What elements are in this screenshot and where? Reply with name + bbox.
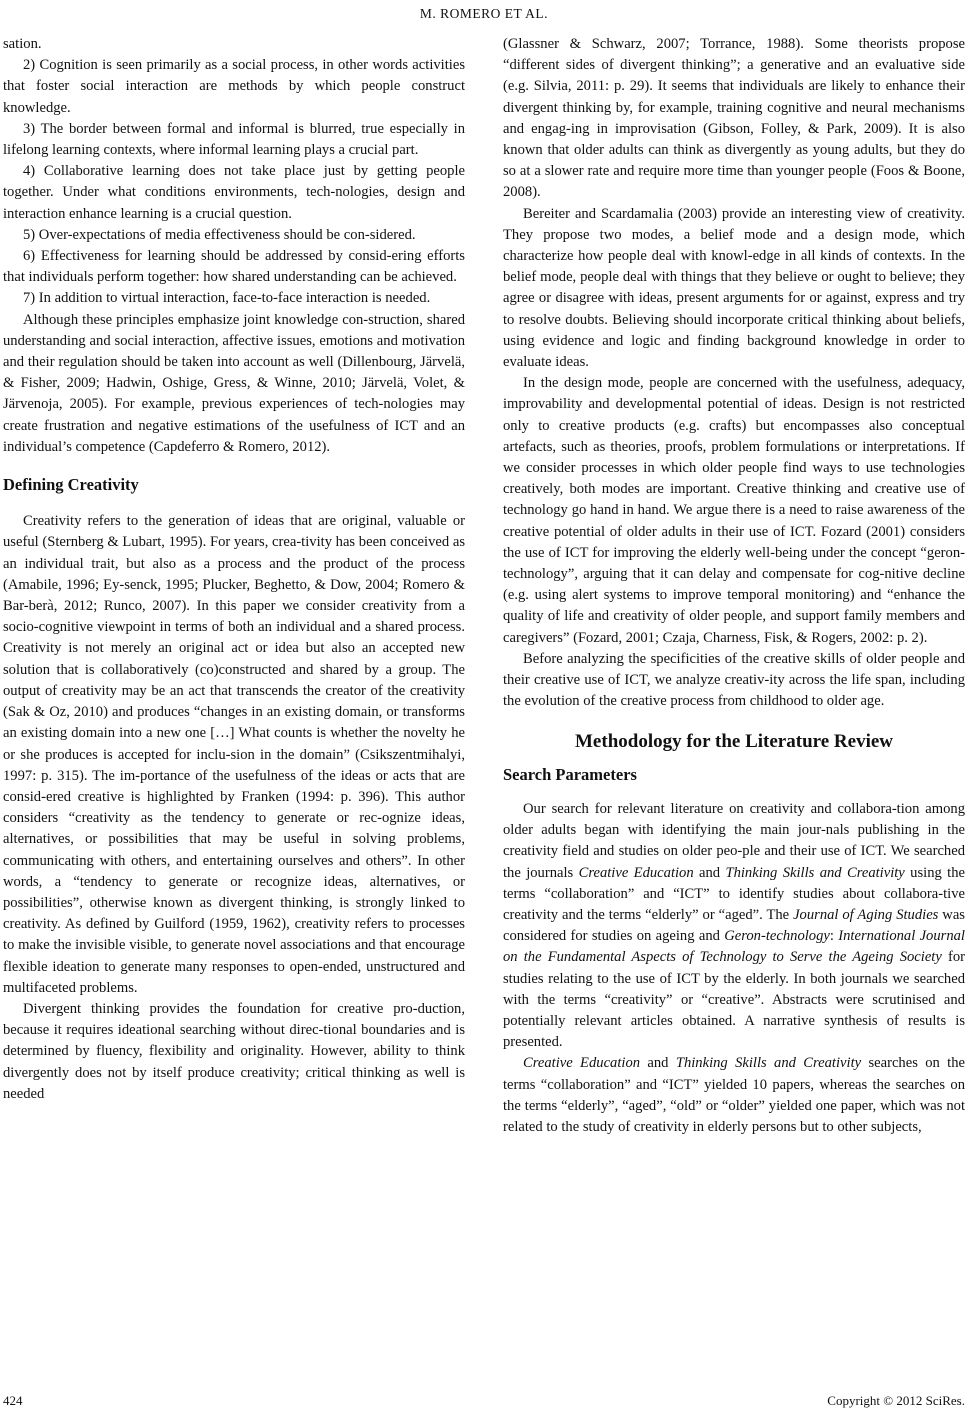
- paragraph: Creativity refers to the generation of ideas that are original, valuable or useful (Sternberg & Lubart, 1995). For years, crea-tivity has been conceived as an individual trait, but also as a process and the product of the process (Amabile, 1996; Ey-senck, 1995; Plucker, Beghetto, & Dow, 2004; Romero & Bar-berà, 2012; Runco, 2007). In this paper we consider creativity from a socio-cognitive viewpoint in terms of both an individual and a shared process. Creativity is not merely an original act or idea but also an accepted new solution that is collaboratively (co)constructed and shared by a group. The output of creativity may be an act that transcends the creator of the creativity (Sak & Oz, 2010) and produces “changes in an existing domain, or transforms an existing domain into a new one […] What counts is whether the novelty he or she produces is accepted for inclu-sion in the domain” (Csikszentmihalyi, 1997: p. 315). The im-portance of the usefulness of the ideas or acts that are consid-ered creative is highlighted by Franken (1994: p. 396). This author considers “creativity as the tendency to generate or rec-ognize ideas, alternatives, or possibilities that may be useful in solving problems, communicating with others, and entertaining ourselves and others”. In other words, a “tendency to generate or recognize ideas, alternatives, or possibilities”, otherwise known as divergent thinking, is strongly linked to creativity. As defined by Guilford (1959, 1962), creativity refers to processes to make the invisible visible, to generate novel associations and that encourage flexible ideation to generate many responses to open-ended, unstructured and multifaceted problems.: [3, 513, 465, 996]
- copyright-notice: Copyright © 2012 SciRes.: [827, 1393, 965, 1408]
- paragraph: [503, 1053, 965, 1138]
- paragraph: Although these principles emphasize joint knowledge con-struction, shared understanding and social interaction, affective issues, emotions and motivation and their regulation should be taken into account as well (Dillenbourg, Järvelä, & Fisher, 2009; Hadwin, Oshige, Gress, & Winne, 2010; Järvelä, Volet, & Järvenoja, 2005). For example, previous experiences of tech-nologies may create frustration and negative estimations of the usefulness of ICT and an individual’s competence (Capdeferro & Romero, 2012).: [3, 311, 465, 455]
- text-run: for studies relating to the use of ICT by the elderly. In both journals we searched with the terms “creativity” or “creative”. Abstracts were scrutinised and potentially relevant articles obtained. A narrative synthesis of results is presented.: [503, 949, 965, 1051]
- page-number: 424: [3, 1393, 23, 1408]
- paragraph: 6) Effectiveness for learning should be addressed by consid-ering efforts that individuals perform together: how shared understanding can be achieved.: [3, 248, 465, 286]
- paragraph: 5) Over-expectations of media effectiveness should be con-sidered.: [23, 226, 416, 243]
- text-run: and: [640, 1055, 676, 1072]
- journal-name: Thinking Skills and Creativity: [725, 864, 905, 881]
- paragraph: 2) Cognition is seen primarily as a social process, in other words activities that foster social interaction are methods by which people construct knowledge.: [3, 57, 465, 116]
- journal-name: Geron-technology: [724, 928, 830, 945]
- paragraph: 4) Collaborative learning does not take place just by getting people together. Under what conditions environments, tech-nologies, design and interaction enhance learning is a crucial question.: [3, 163, 465, 222]
- paragraph: (Glassner & Schwarz, 2007; Torrance, 1988). Some theorists propose “different sides of divergent thinking”; a generative and an evaluative side (e.g. Silvia, 2011: p. 29). It seems that individuals are likely to enhance their divergent thinking by, for example, training cognitive and neural mechanisms and engag-ing in improvisation (Gibson, Folley, & Park, 2009). It is also known that older adults can think as divergently as young adults, but they do so at a slower rate and require more time than younger people (Foos & Boone, 2008).: [503, 36, 965, 201]
- journal-name: Creative Education: [523, 1055, 641, 1072]
- left-column: [3, 34, 465, 1105]
- right-column: [503, 34, 965, 1138]
- paragraph: Before analyzing the specificities of the creative skills of older people and their creative use of ICT, we analyze creativ-ity across the life span, including the evolution of the creative process from childhood to older age.: [503, 650, 965, 710]
- journal-name: Creative Education: [578, 864, 694, 881]
- paragraph: 7) In addition to virtual interaction, face-to-face interaction is needed.: [23, 290, 431, 307]
- text-run: :: [829, 928, 839, 945]
- paragraph: sation.: [3, 36, 42, 52]
- text-run: Our search for relevant literature on creativity and collabora-tion among older adults began with identifying the main jour-nals publishing in the creativity field and studies on older peo-ple and their use of ICT. We searched the journals: [503, 800, 965, 881]
- journal-name: International Journal on the Fundamental Aspects of Technology to Serve the Ageing Society: [503, 928, 965, 966]
- section-heading: Methodology for the Literature Review: [575, 730, 893, 752]
- section-heading: Defining Creativity: [3, 475, 139, 495]
- text-run: using the terms “collaboration” and “ICT” to identify studies about collabora-tive creativity and the terms “elderly” or “aged”. The: [503, 864, 965, 923]
- paragraph: Bereiter and Scardamalia (2003) provide an interesting view of creativity. They propose two modes, a belief mode and a design mode, which characterize how people deal with knowl-edge in all kinds of contexts. In the belief mode, people deal with things that they believe or ought to believe; they agree or disagree with ideas, present arguments for or against, express and try to resolve doubts. Believing should incorporate critical thinking about beliefs, using evidence and logic and finding background knowledge in order to evaluate ideas.: [503, 205, 965, 371]
- text-run: was considered for studies on ageing and: [503, 906, 965, 945]
- journal-name: Thinking Skills and Creativity: [675, 1055, 862, 1072]
- subsection-heading: Search Parameters: [503, 764, 637, 784]
- paragraph: [503, 799, 965, 1053]
- paragraph: 3) The border between formal and informal is blurred, true especially in lifelong learning contexts, where informal learning plays a crucial part.: [3, 120, 465, 159]
- paragraph: In the design mode, people are concerned with the usefulness, adequacy, improvability and developmental potential of ideas. Design is not restricted only to creative products (e.g. crafts) but encompasses also conceptual artefacts, such as theories, proofs, problem formulations or interpretations. If we consider processes in which older people find ways to use technologies creatively, both modes are important. Creative thinking and creative use of technology go hand in hand. We argue there is a need to raise awareness of the creative potential of older adults in their use of ICT. Fozard (2001) considers the use of ICT for improving the elderly well-being under the concept “geron-technology”, arguing that it can delay and compensate for cog-nitive decline (e.g. using alert systems to improve temporal monitoring) and “enhance the quality of life and creativity of older people, and support family members and caregivers” (Fozard, 2001; Czaja, Charness, Fisk, & Rogers, 2002: p. 2).: [503, 375, 965, 646]
- running-head: M. ROMERO ET AL.: [419, 6, 549, 21]
- text-run: searches on the terms “collaboration” and “ICT” yielded 10 papers, whereas the searches on the terms “elderly”, “aged”, “old” or “older” yielded one paper, which was not related to the study of creativity in elderly persons but to other subjects,: [503, 1055, 966, 1135]
- text-run: and: [693, 864, 726, 881]
- journal-name: Journal of Aging Studies: [793, 906, 939, 923]
- paragraph: Divergent thinking provides the foundation for creative pro-duction, because it requires ideational searching without direc-tional boundaries and is determined by fluency, flexibility and originality. However, ability to think divergently does not by itself produce creativity; critical thinking as well is needed: [3, 1000, 465, 1102]
